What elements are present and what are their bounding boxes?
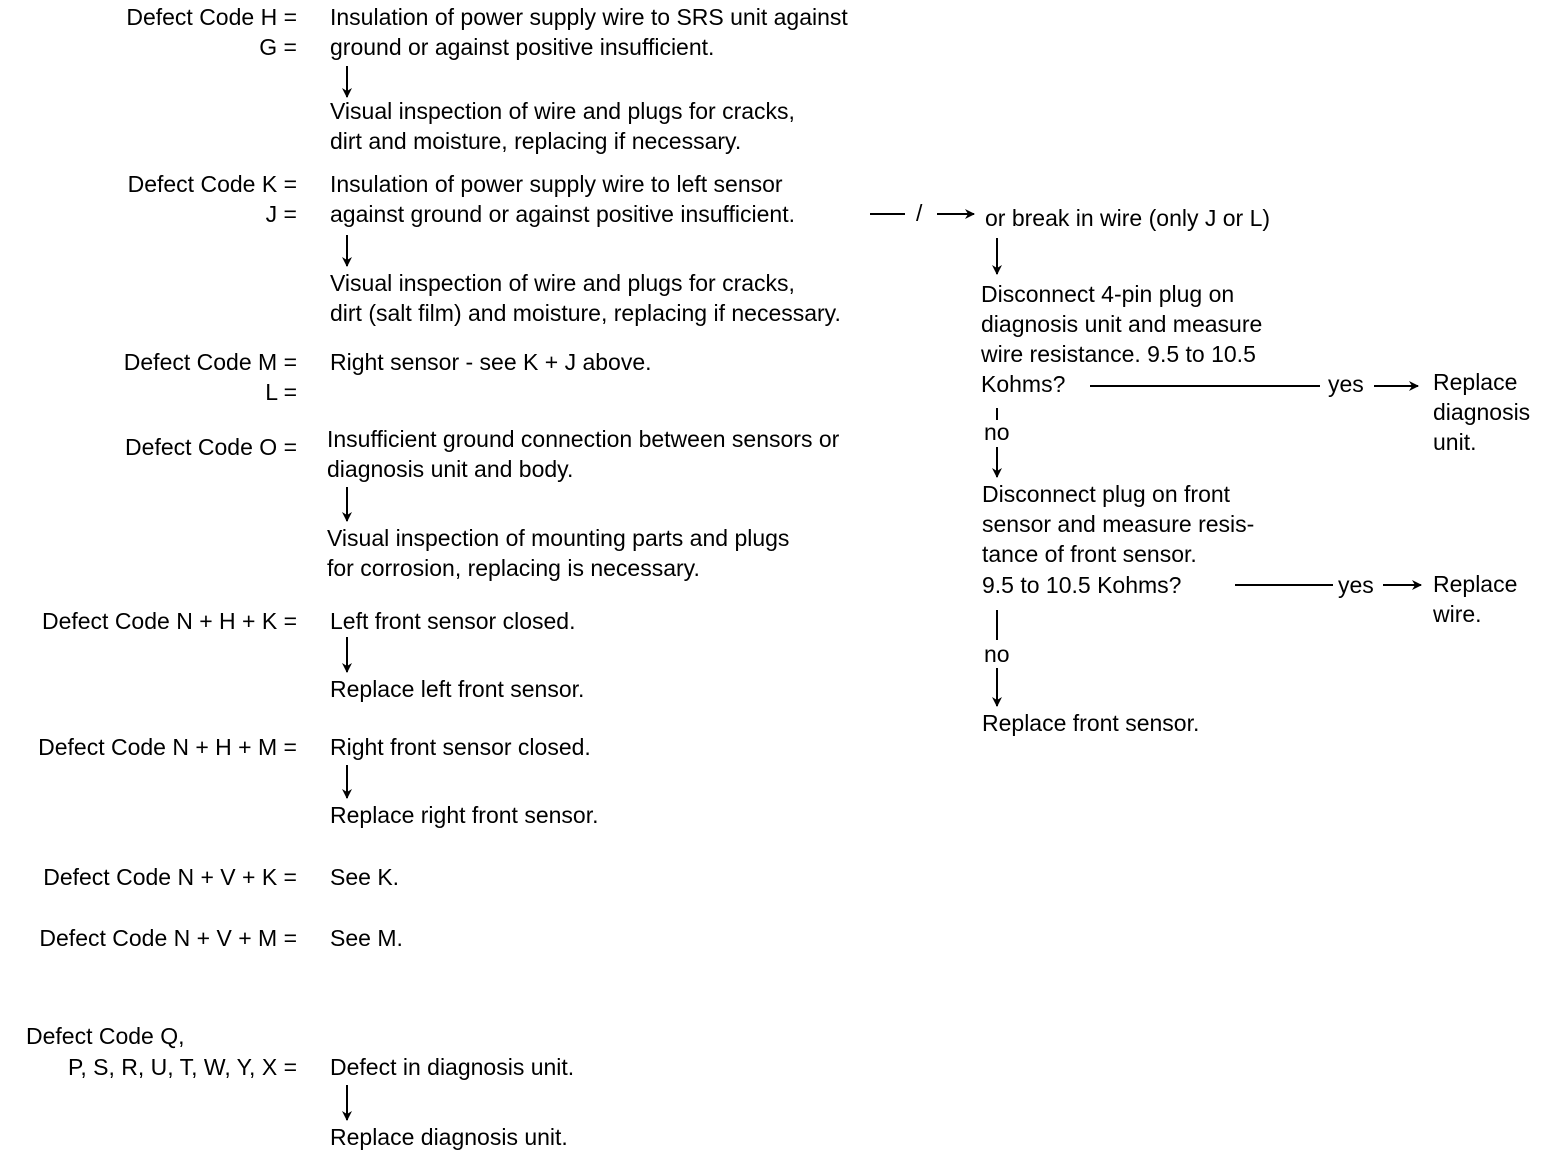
branch-slash: / (916, 200, 923, 226)
check1-line-2: diagnosis unit and measure (981, 311, 1263, 337)
check1-yes-label: yes (1328, 371, 1364, 397)
q-action: Replace diagnosis unit. (330, 1124, 568, 1150)
check2-line-1: Disconnect plug on front (982, 481, 1231, 507)
o-cause-line-2: diagnosis unit and body. (327, 456, 574, 482)
result1-line-2: diagnosis (1433, 399, 1531, 425)
kj-action-line-2: dirt (salt film) and moisture, replacing if necessary. (330, 300, 841, 326)
check2-line-2: sensor and measure resis- (982, 511, 1255, 537)
final-action: Replace front sensor. (982, 710, 1200, 736)
nvm-reference: See M. (330, 925, 403, 951)
hg-action-line-1: Visual inspection of wire and plugs for cracks, (330, 98, 795, 124)
q-cause: Defect in diagnosis unit. (330, 1054, 575, 1080)
defect-code-nhm-label: Defect Code N + H + M = (38, 734, 297, 760)
defect-code-o-label: Defect Code O = (125, 434, 297, 460)
result2-line-2: wire. (1433, 601, 1482, 627)
result1-line-3: unit. (1433, 429, 1477, 455)
defect-code-q-list-label: P, S, R, U, T, W, Y, X = (67, 1054, 297, 1080)
hg-cause-line-1: Insulation of power supply wire to SRS unit against (330, 4, 848, 30)
nhk-action: Replace left front sensor. (330, 676, 585, 702)
defect-code-nvk-label: Defect Code N + V + K = (43, 864, 297, 890)
defect-code-nhk-label: Defect Code N + H + K = (41, 608, 297, 634)
o-action-line-2: for corrosion, replacing is necessary. (327, 555, 700, 581)
check1-line-4: Kohms? (981, 371, 1066, 397)
defect-code-g-label: G = (259, 34, 297, 60)
result2-line-1: Replace (1433, 571, 1518, 597)
defect-code-nvm-label: Defect Code N + V + M = (39, 925, 297, 951)
defect-code-q-label: Defect Code Q, (26, 1023, 185, 1049)
nhm-action: Replace right front sensor. (330, 802, 599, 828)
kj-cause-line-2: against ground or against positive insufficient. (330, 201, 795, 227)
hg-cause-line-2: ground or against positive insufficient. (330, 34, 715, 60)
defect-code-h-label: Defect Code H = (126, 4, 297, 30)
o-cause-line-1: Insufficient ground connection between sensors or (327, 426, 840, 452)
defect-code-j-label: J = (265, 201, 297, 227)
result1-line-1: Replace (1433, 369, 1518, 395)
o-action-line-1: Visual inspection of mounting parts and plugs (327, 525, 790, 551)
nhk-cause: Left front sensor closed. (330, 608, 576, 634)
break-in-wire-text: or break in wire (only J or L) (985, 205, 1271, 231)
kj-action-line-1: Visual inspection of wire and plugs for cracks, (330, 270, 795, 296)
hg-action-line-2: dirt and moisture, replacing if necessary. (330, 128, 742, 154)
nvk-reference: See K. (330, 864, 400, 890)
check1-line-3: wire resistance. 9.5 to 10.5 (981, 341, 1256, 367)
defect-code-k-label: Defect Code K = (127, 171, 297, 197)
kj-cause-line-1: Insulation of power supply wire to left sensor (330, 171, 783, 197)
check2-no-label: no (984, 641, 1010, 667)
check2-line-4: 9.5 to 10.5 Kohms? (982, 572, 1182, 598)
check1-no-label: no (984, 419, 1010, 445)
nhm-cause: Right front sensor closed. (330, 734, 591, 760)
ml-reference-text: Right sensor - see K + J above. (330, 349, 652, 375)
defect-code-l-label: L = (265, 379, 297, 405)
check2-yes-label: yes (1338, 572, 1374, 598)
defect-code-m-label: Defect Code M = (123, 349, 297, 375)
check2-line-3: tance of front sensor. (982, 541, 1197, 567)
check1-line-1: Disconnect 4-pin plug on (981, 281, 1235, 307)
